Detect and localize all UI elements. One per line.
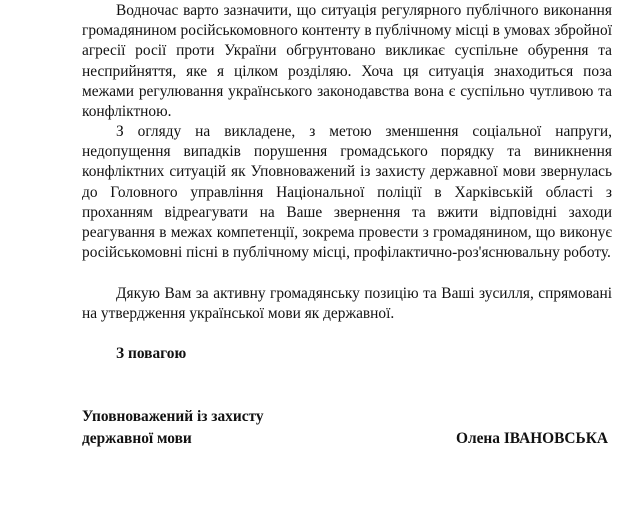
signatory-name: Олена ІВАНОВСЬКА (455, 430, 608, 447)
paragraph-3: Дякую Вам за активну громадянську позицію та Ваші зусилля, спрямовані на утвердження української мови як державної. (82, 285, 612, 323)
signature-title-line-1: Уповноважений із захисту (82, 408, 264, 425)
signature-block (82, 406, 612, 450)
paragraph-2: З огляду на викладене, з метою зменшення соціальної напруги, недопущення випадків порушення громадського порядку та виникнення конфліктних ситуацій як Уповноважений із захисту державної мови звернулась до Головного управління Національної поліції в Харківській області з проханням відреагувати на Ваше звернення та вжити відповідні заходи реагування в межах компетенції, зокрема провести з громадянином, що виконує російськомовні пісні в публічному місці, профілактично-роз'яснювальну роботу. (82, 123, 612, 262)
paragraph-1: Водночас варто зазначити, що ситуація регулярного публічного виконання громадянином російськомовного контенту в публічному місці в умовах збройної агресії росії проти України обгрунтовано викликає суспільне обурення та несприйняття, яке я цілком розділяю. Хоча ця ситуація знаходиться поза межами регулювання українського законодавства вона є суспільно чутливою та конфліктною. (82, 2, 612, 121)
signature-title-line-2: державної мови (82, 430, 192, 447)
closing-salutation: З повагою (116, 345, 187, 362)
